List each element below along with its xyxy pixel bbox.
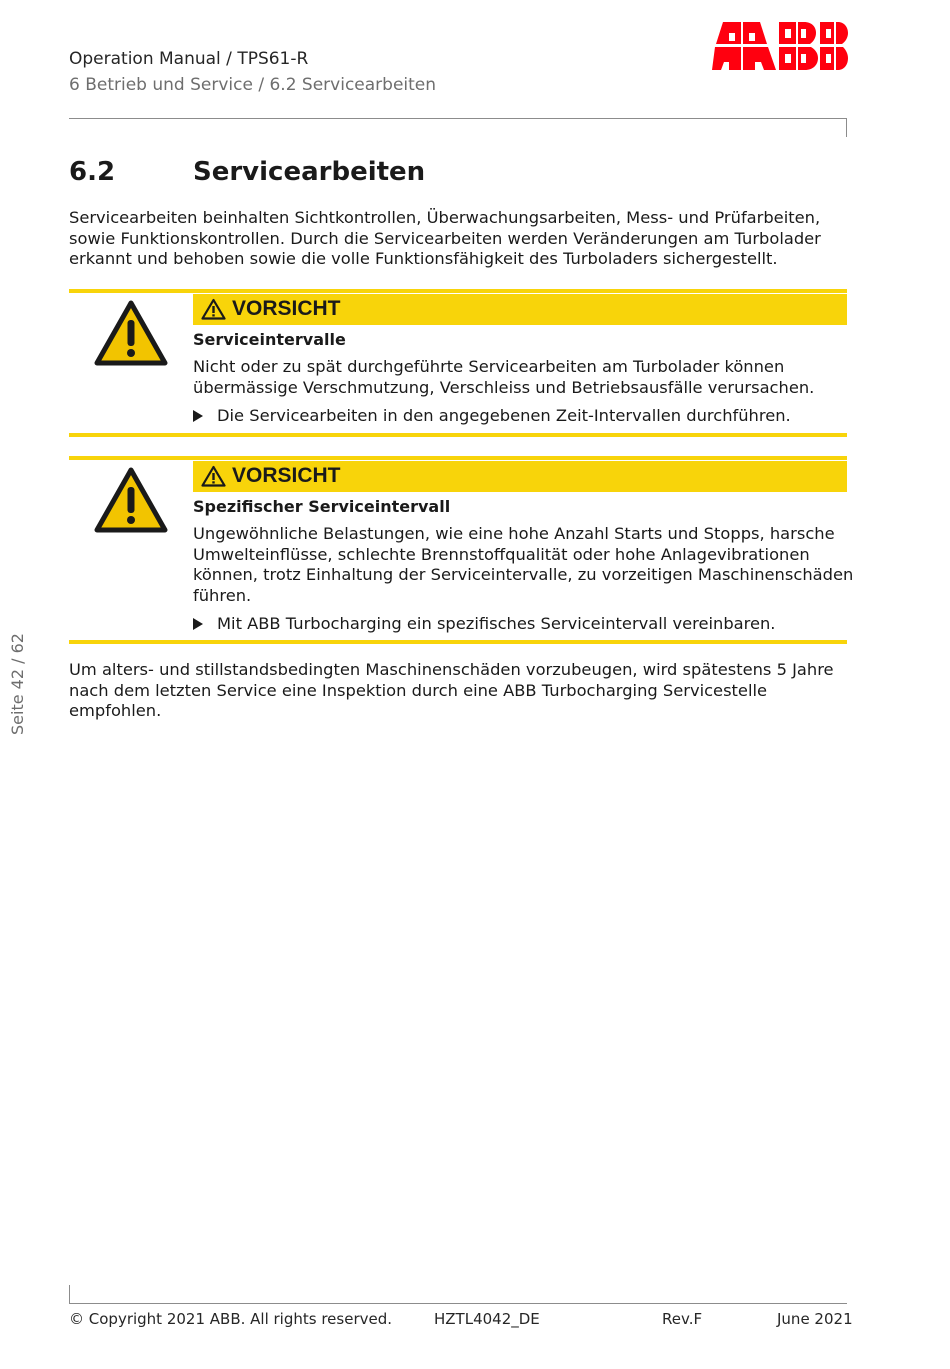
footer-divider-tick bbox=[69, 1285, 70, 1304]
warning-top-rule bbox=[69, 289, 847, 293]
header-divider-tick bbox=[846, 118, 847, 137]
footer-date: June 2021 bbox=[777, 1310, 853, 1328]
warning-triangle-icon bbox=[94, 300, 168, 366]
warning-bottom-rule bbox=[69, 640, 847, 644]
warning-header-bar bbox=[193, 294, 847, 325]
warning-triangle-icon bbox=[94, 467, 168, 533]
section-number: 6.2 bbox=[69, 157, 116, 187]
side-page-number: Seite 42 / 62 bbox=[8, 633, 27, 735]
closing-paragraph: Um alters- und stillstandsbedingten Maschinenschäden vorzubeugen, wird spätestens 5 Jahre nach dem letzten Service eine Inspektion durch eine ABB Turbocharging Servicestelle empfohlen. bbox=[69, 660, 834, 721]
abb-logo bbox=[712, 20, 848, 72]
action-arrow-icon bbox=[193, 410, 203, 422]
footer-revision: Rev.F bbox=[662, 1310, 703, 1328]
warning-bottom-rule bbox=[69, 433, 847, 437]
warning-top-rule bbox=[69, 456, 847, 460]
warning-subtitle: Spezifischer Serviceintervall bbox=[193, 497, 451, 516]
document-title: Operation Manual / TPS61-R bbox=[69, 49, 309, 69]
intro-paragraph: Servicearbeiten beinhalten Sichtkontrollen, Überwachungsarbeiten, Mess- und Prüfarbeiten, sowie Funktionskontrollen. Durch die Servicearbeiten werden Veränderungen am Turbolader erkannt und behoben sowie die volle Funktionsfähigkeit des Turboladers sichergestellt. bbox=[69, 208, 821, 269]
footer-copyright: © Copyright 2021 ABB. All rights reserved. bbox=[69, 1310, 393, 1328]
warning-subtitle: Serviceintervalle bbox=[193, 330, 346, 349]
warning-small-icon bbox=[201, 465, 226, 487]
footer-doc-id: HZTL4042_DE bbox=[434, 1310, 540, 1328]
breadcrumb: 6 Betrieb und Service / 6.2 Servicearbeiten bbox=[69, 75, 437, 95]
warning-label: VORSICHT bbox=[232, 297, 341, 320]
warning-text: Nicht oder zu spät durchgeführte Servicearbeiten am Turbolader können übermässige Verschmutzung, Verschleiss und Betriebsausfälle verursachen. bbox=[193, 357, 815, 397]
warning-action bbox=[193, 406, 791, 425]
action-arrow-icon bbox=[193, 618, 203, 630]
header-divider bbox=[69, 118, 847, 119]
warning-label: VORSICHT bbox=[232, 464, 341, 487]
footer-divider bbox=[69, 1303, 847, 1304]
warning-action-text: Mit ABB Turbocharging ein spezifisches Serviceintervall vereinbaren. bbox=[217, 614, 776, 633]
warning-action bbox=[193, 614, 775, 633]
section-title: Servicearbeiten bbox=[193, 157, 426, 187]
warning-action-text: Die Servicearbeiten in den angegebenen Zeit-Intervallen durchführen. bbox=[217, 406, 791, 425]
warning-header-bar bbox=[193, 461, 847, 492]
warning-small-icon bbox=[201, 298, 226, 320]
warning-text: Ungewöhnliche Belastungen, wie eine hohe Anzahl Starts und Stopps, harsche Umwelteinflüsse, schlechte Brennstoffqualität oder hohe Anlagevibrationen können, trotz Einhaltung der Serviceintervalle, zu vorzeitigen Maschinenschäden führen. bbox=[193, 524, 854, 606]
